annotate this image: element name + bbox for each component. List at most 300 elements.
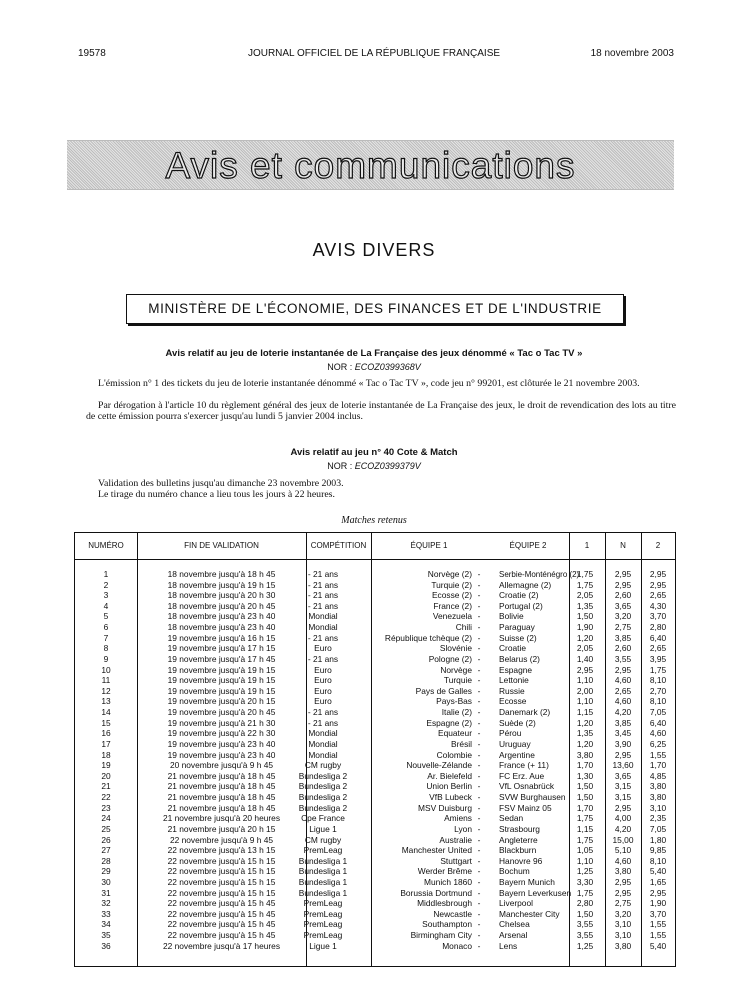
table-row — [75, 708, 675, 718]
header-cote-1: 1 — [584, 541, 590, 550]
match-number: 1 — [103, 569, 109, 579]
team-2: Blackburn — [499, 845, 537, 856]
validation-end: 19 novembre jusqu'à 19 h 15 — [167, 675, 276, 686]
competition: Euro — [314, 664, 332, 675]
competition: Bundesliga 1 — [298, 866, 348, 877]
team-separator: - — [477, 908, 481, 919]
journal-title: JOURNAL OFFICIEL DE LA RÉPUBLIQUE FRANÇAISE — [247, 48, 501, 59]
odds-1: 1,25 — [576, 940, 594, 951]
team-1: Ecosse (2) — [431, 590, 472, 601]
validation-end: 22 novembre jusqu'à 15 h 15 — [167, 887, 276, 898]
match-number: 28 — [101, 855, 111, 866]
table-row — [75, 910, 675, 920]
team-2: Bolivie — [499, 611, 524, 622]
team-separator: - — [477, 834, 481, 845]
table-row — [75, 602, 675, 612]
team-separator: - — [477, 632, 481, 643]
odds-1: 1,40 — [576, 653, 594, 664]
team-separator: - — [477, 685, 481, 696]
notice2-nor-code: ECOZ0399379V — [354, 461, 421, 471]
odds-1: 1,10 — [576, 675, 594, 686]
validation-end: 18 novembre jusqu'à 20 h 45 — [167, 600, 276, 611]
odds-2: 3,95 — [649, 653, 667, 664]
odds-1: 1,15 — [576, 823, 594, 834]
odds-1: 1,35 — [576, 600, 594, 611]
odds-n: 3,20 — [614, 908, 632, 919]
odds-1: 2,95 — [576, 664, 594, 675]
odds-n: 15,00 — [612, 834, 634, 845]
table-row — [75, 591, 675, 601]
competition: Euro — [314, 675, 332, 686]
competition: Euro — [314, 643, 332, 654]
odds-2: 1,55 — [649, 919, 667, 930]
team-1: Chili — [455, 622, 472, 633]
odds-1: 1,50 — [576, 611, 594, 622]
odds-n: 3,90 — [614, 738, 632, 749]
odds-1: 1,05 — [576, 845, 594, 856]
odds-n: 4,60 — [614, 696, 632, 707]
match-number: 27 — [101, 845, 111, 856]
odds-2: 2,95 — [649, 887, 667, 898]
table-row — [75, 931, 675, 941]
team-separator: - — [477, 717, 481, 728]
team-2: Chelsea — [499, 919, 530, 930]
team-2: Angleterre — [499, 834, 538, 845]
odds-1: 1,75 — [576, 834, 594, 845]
team-separator: - — [477, 898, 481, 909]
table-row — [75, 676, 675, 686]
notice1-nor-code: ECOZ0399368V — [354, 362, 421, 372]
table-row — [75, 729, 675, 739]
team-1: Pays-Bas — [436, 696, 472, 707]
team-2: Allemagne (2) — [499, 579, 552, 590]
validation-end: 19 novembre jusqu'à 22 h 30 — [167, 728, 276, 739]
odds-n: 3,85 — [614, 717, 632, 728]
team-1: Australie — [439, 834, 472, 845]
team-1: Equateur — [438, 728, 472, 739]
odds-2: 9,85 — [649, 845, 667, 856]
validation-end: 22 novembre jusqu'à 15 h 15 — [167, 855, 276, 866]
team-separator: - — [477, 792, 481, 803]
section-title: Avis et communications — [165, 145, 576, 186]
odds-n: 3,20 — [614, 611, 632, 622]
team-1: Norvège — [440, 664, 472, 675]
odds-n: 2,95 — [614, 664, 632, 675]
validation-end: 21 novembre jusqu'à 20 h 15 — [167, 823, 276, 834]
validation-end: 19 novembre jusqu'à 23 h 40 — [167, 749, 276, 760]
team-1: Colombie — [436, 749, 472, 760]
odds-1: 2,00 — [576, 685, 594, 696]
odds-n: 4,60 — [614, 855, 632, 866]
odds-2: 2,65 — [649, 590, 667, 601]
team-separator: - — [477, 866, 481, 877]
team-2: Bayern Munich — [499, 876, 555, 887]
match-number: 31 — [101, 887, 111, 898]
odds-1: 3,80 — [576, 749, 594, 760]
competition: PremLeag — [303, 919, 343, 930]
odds-2: 1,65 — [649, 876, 667, 887]
page-number: 19578 — [78, 48, 106, 59]
team-separator: - — [477, 653, 481, 664]
odds-1: 1,15 — [576, 707, 594, 718]
match-number: 35 — [101, 930, 111, 941]
notice2-nor — [0, 461, 748, 471]
team-separator: - — [477, 622, 481, 633]
validation-end: 18 novembre jusqu'à 23 h 40 — [167, 611, 276, 622]
team-separator: - — [477, 823, 481, 834]
table-row — [75, 804, 675, 814]
team-separator: - — [477, 760, 481, 771]
odds-2: 7,05 — [649, 823, 667, 834]
header-fin-validation: FIN DE VALIDATION — [184, 541, 259, 550]
validation-end: 21 novembre jusqu'à 20 heures — [162, 813, 281, 824]
odds-2: 6,40 — [649, 632, 667, 643]
match-number: 14 — [101, 707, 111, 718]
competition: CM rugby — [304, 760, 342, 771]
validation-end: 19 novembre jusqu'à 23 h 40 — [167, 738, 276, 749]
odds-1: 1,35 — [576, 728, 594, 739]
team-separator: - — [477, 590, 481, 601]
notice1-nor — [0, 362, 748, 372]
team-2: FSV Mainz 05 — [499, 802, 552, 813]
validation-end: 18 novembre jusqu'à 20 h 30 — [167, 590, 276, 601]
team-1: MSV Duisburg — [418, 802, 472, 813]
competition: Euro — [314, 685, 332, 696]
team-2: Serbie-Monténégro (2) — [499, 569, 580, 579]
team-separator: - — [477, 643, 481, 654]
page-header — [0, 48, 748, 62]
competition: Bundesliga 1 — [298, 855, 348, 866]
team-separator: - — [477, 600, 481, 611]
team-2: Suisse (2) — [499, 632, 537, 643]
table-row — [75, 623, 675, 633]
validation-end: 18 novembre jusqu'à 23 h 40 — [167, 622, 276, 633]
table-row — [75, 814, 675, 824]
odds-n: 4,20 — [614, 823, 632, 834]
validation-end: 21 novembre jusqu'à 18 h 45 — [167, 802, 276, 813]
validation-end: 22 novembre jusqu'à 9 h 45 — [169, 834, 274, 845]
validation-end: 22 novembre jusqu'à 15 h 45 — [167, 919, 276, 930]
competition: Mondial — [308, 622, 338, 633]
team-1: Nouvelle-Zélande — [406, 760, 472, 771]
team-2: Lettonie — [499, 675, 529, 686]
team-1: Birmingham City — [410, 930, 472, 941]
odds-2: 8,10 — [649, 675, 667, 686]
odds-2: 1,70 — [649, 760, 667, 771]
notice2-paragraph1: Validation des bulletins jusqu'au dimanche 23 novembre 2003. — [98, 478, 344, 489]
odds-1: 2,05 — [576, 643, 594, 654]
team-1: Pays de Galles — [415, 685, 472, 696]
team-2: Argentine — [499, 749, 535, 760]
header-rule — [75, 559, 675, 560]
team-separator: - — [477, 664, 481, 675]
notice2-paragraph2: Le tirage du numéro chance a lieu tous les jours à 22 heures. — [98, 489, 335, 500]
team-separator: - — [477, 845, 481, 856]
competition: Bundesliga 2 — [298, 792, 348, 803]
match-number: 12 — [101, 685, 111, 696]
odds-n: 2,95 — [614, 802, 632, 813]
team-2: VfL Osnabrück — [499, 781, 555, 792]
odds-2: 8,10 — [649, 696, 667, 707]
odds-n: 3,85 — [614, 632, 632, 643]
team-2: Manchester City — [499, 908, 560, 919]
notice1-nor-label: NOR : — [327, 362, 353, 372]
validation-end: 18 novembre jusqu'à 18 h 45 — [167, 569, 276, 579]
competition: Bundesliga 2 — [298, 770, 348, 781]
odds-2: 6,40 — [649, 717, 667, 728]
odds-n: 4,00 — [614, 813, 632, 824]
validation-end: 19 novembre jusqu'à 20 h 45 — [167, 707, 276, 718]
team-1: Turquie — [443, 675, 472, 686]
team-2: Danemark (2) — [499, 707, 551, 718]
team-separator: - — [477, 749, 481, 760]
team-1: Lyon — [454, 823, 472, 834]
odds-n: 3,80 — [614, 866, 632, 877]
competition: PremLeag — [303, 845, 343, 856]
team-1: France (2) — [433, 600, 472, 611]
ministry-box — [126, 294, 624, 324]
notice1-paragraph1: L'émission n° 1 des tickets du jeu de loterie instantanée dénommé « Tac o Tac TV », code jeu n° 99201, est clôturée le 21 novembre 2003. — [98, 378, 640, 389]
odds-2: 7,05 — [649, 707, 667, 718]
odds-1: 1,70 — [576, 802, 594, 813]
odds-1: 3,55 — [576, 919, 594, 930]
team-2: Belarus (2) — [499, 653, 540, 664]
match-number: 33 — [101, 908, 111, 919]
competition: Bundesliga 1 — [298, 876, 348, 887]
match-number: 6 — [103, 622, 109, 633]
competition: Mondial — [308, 738, 338, 749]
team-2: Croatie — [499, 643, 526, 654]
table-row — [75, 878, 675, 888]
match-number: 24 — [101, 813, 111, 824]
team-2: Bayern Leverkusen — [499, 887, 572, 898]
notice1-title: Avis relatif au jeu de loterie instantanée de La Française des jeux dénommé « Tac o Tac TV » — [165, 348, 583, 359]
header-cote-n: N — [620, 541, 626, 550]
table-row — [75, 740, 675, 750]
odds-n: 3,15 — [614, 792, 632, 803]
competition: - 21 ans — [307, 579, 339, 590]
odds-n: 2,60 — [614, 643, 632, 654]
team-separator: - — [477, 876, 481, 887]
match-number: 25 — [101, 823, 111, 834]
odds-n: 3,15 — [614, 781, 632, 792]
table-row — [75, 581, 675, 591]
table-caption: Matches retenus — [341, 515, 407, 526]
odds-n: 3,10 — [614, 930, 632, 941]
odds-n: 2,65 — [614, 685, 632, 696]
subsection-title: AVIS DIVERS — [312, 240, 436, 260]
match-number: 8 — [103, 643, 109, 654]
match-number: 19 — [101, 760, 111, 771]
team-1: Brésil — [451, 738, 472, 749]
odds-2: 2,35 — [649, 813, 667, 824]
odds-n: 2,95 — [614, 876, 632, 887]
validation-end: 22 novembre jusqu'à 15 h 45 — [167, 930, 276, 941]
competition: Bundesliga 2 — [298, 781, 348, 792]
odds-n: 3,10 — [614, 919, 632, 930]
team-2: FC Erz. Aue — [499, 770, 545, 781]
odds-1: 1,90 — [576, 622, 594, 633]
table-row — [75, 867, 675, 877]
match-number: 30 — [101, 876, 111, 887]
odds-1: 1,25 — [576, 866, 594, 877]
team-2: France (+ 11) — [499, 760, 549, 771]
odds-n: 3,80 — [614, 940, 632, 951]
validation-end: 18 novembre jusqu'à 19 h 15 — [167, 579, 276, 590]
table-row — [75, 655, 675, 665]
odds-n: 4,20 — [614, 707, 632, 718]
validation-end: 22 novembre jusqu'à 15 h 45 — [167, 898, 276, 909]
team-separator: - — [477, 919, 481, 930]
team-1: VfB Lubeck — [429, 792, 472, 803]
table-row — [75, 719, 675, 729]
odds-n: 13,60 — [612, 760, 634, 771]
section-banner — [67, 140, 674, 190]
competition: Ligue 1 — [309, 823, 337, 834]
team-separator: - — [477, 569, 481, 579]
table-row — [75, 761, 675, 771]
team-2: Arsenal — [499, 930, 528, 941]
odds-n: 3,45 — [614, 728, 632, 739]
odds-2: 1,80 — [649, 834, 667, 845]
team-separator: - — [477, 940, 481, 951]
ministry-name: MINISTÈRE DE L'ÉCONOMIE, DES FINANCES ET DE L'INDUSTRIE — [148, 301, 602, 316]
table-row — [75, 751, 675, 761]
validation-end: 22 novembre jusqu'à 13 h 15 — [167, 845, 276, 856]
team-1: Southampton — [422, 919, 472, 930]
competition: - 21 ans — [307, 569, 339, 579]
match-number: 22 — [101, 792, 111, 803]
team-1: Pologne (2) — [428, 653, 472, 664]
validation-end: 22 novembre jusqu'à 15 h 15 — [167, 866, 276, 877]
validation-end: 19 novembre jusqu'à 19 h 15 — [167, 664, 276, 675]
odds-2: 3,80 — [649, 792, 667, 803]
team-2: SVW Burghausen — [499, 792, 566, 803]
notice2-title: Avis relatif au jeu n° 40 Cote & Match — [290, 447, 458, 458]
competition: Mondial — [308, 728, 338, 739]
odds-1: 1,10 — [576, 696, 594, 707]
odds-1: 1,75 — [576, 579, 594, 590]
validation-end: 22 novembre jusqu'à 15 h 45 — [167, 908, 276, 919]
team-separator: - — [477, 887, 481, 898]
match-number: 26 — [101, 834, 111, 845]
odds-1: 3,55 — [576, 930, 594, 941]
match-number: 10 — [101, 664, 111, 675]
team-separator: - — [477, 930, 481, 941]
team-separator: - — [477, 696, 481, 707]
team-2: Paraguay — [499, 622, 535, 633]
header-cote-2: 2 — [655, 541, 661, 550]
odds-1: 1,70 — [576, 760, 594, 771]
table-row — [75, 857, 675, 867]
validation-end: 21 novembre jusqu'à 18 h 45 — [167, 770, 276, 781]
team-1: Monaco — [442, 940, 472, 951]
competition: PremLeag — [303, 930, 343, 941]
competition: Ligue 1 — [309, 940, 337, 951]
table-row — [75, 644, 675, 654]
validation-end: 21 novembre jusqu'à 18 h 45 — [167, 781, 276, 792]
odds-n: 2,75 — [614, 622, 632, 633]
competition: - 21 ans — [307, 600, 339, 611]
validation-end: 20 novembre jusqu'à 9 h 45 — [169, 760, 274, 771]
match-number: 23 — [101, 802, 111, 813]
competition: - 21 ans — [307, 590, 339, 601]
team-2: Hanovre 96 — [499, 855, 543, 866]
table-row — [75, 634, 675, 644]
odds-2: 8,10 — [649, 855, 667, 866]
team-1: Middlesbrough — [417, 898, 472, 909]
team-2: Bochum — [499, 866, 530, 877]
header-numero: NUMÉRO — [88, 541, 124, 550]
odds-n: 2,75 — [614, 898, 632, 909]
odds-2: 5,40 — [649, 866, 667, 877]
team-1: Ar. Bielefeld — [427, 770, 472, 781]
odds-n: 3,65 — [614, 600, 632, 611]
team-1: Werder Brême — [417, 866, 472, 877]
odds-1: 1,20 — [576, 717, 594, 728]
team-separator: - — [477, 728, 481, 739]
header-equipe2: ÉQUIPE 2 — [509, 541, 547, 550]
odds-1: 1,20 — [576, 738, 594, 749]
table-row — [75, 889, 675, 899]
notice1-paragraph2: Par dérogation à l'article 10 du règlement général des jeux de loterie instantanée de La Française des jeux, le droit de revendication des lots au titre de cette émission pourra s'exercer jusqu'au lundi 5 janvier 2004 inclus. — [86, 400, 676, 422]
competition: PremLeag — [303, 908, 343, 919]
team-1: Slovénie — [439, 643, 472, 654]
odds-n: 2,95 — [614, 569, 632, 579]
team-separator: - — [477, 707, 481, 718]
team-1: Amiens — [444, 813, 472, 824]
table-row — [75, 612, 675, 622]
team-separator: - — [477, 855, 481, 866]
validation-end: 19 novembre jusqu'à 21 h 30 — [167, 717, 276, 728]
odds-2: 4,60 — [649, 728, 667, 739]
validation-end: 19 novembre jusqu'à 19 h 15 — [167, 685, 276, 696]
match-number: 9 — [103, 653, 109, 664]
team-separator: - — [477, 770, 481, 781]
odds-1: 1,50 — [576, 781, 594, 792]
match-number: 20 — [101, 770, 111, 781]
validation-end: 21 novembre jusqu'à 18 h 45 — [167, 792, 276, 803]
odds-1: 2,80 — [576, 898, 594, 909]
competition: Euro — [314, 696, 332, 707]
team-separator: - — [477, 781, 481, 792]
validation-end: 19 novembre jusqu'à 20 h 15 — [167, 696, 276, 707]
table-row — [75, 825, 675, 835]
odds-2: 3,80 — [649, 781, 667, 792]
team-1: Newcastle — [433, 908, 472, 919]
team-2: Russie — [499, 685, 525, 696]
odds-1: 3,30 — [576, 876, 594, 887]
odds-2: 3,70 — [649, 611, 667, 622]
odds-2: 2,65 — [649, 643, 667, 654]
odds-n: 3,65 — [614, 770, 632, 781]
team-2: Uruguay — [499, 738, 531, 749]
match-number: 17 — [101, 738, 111, 749]
team-separator: - — [477, 675, 481, 686]
competition: - 21 ans — [307, 717, 339, 728]
odds-n: 2,60 — [614, 590, 632, 601]
table-row — [75, 666, 675, 676]
team-2: Strasbourg — [499, 823, 540, 834]
match-number: 11 — [101, 675, 111, 686]
team-1: Union Berlin — [426, 781, 472, 792]
validation-end: 22 novembre jusqu'à 15 h 15 — [167, 876, 276, 887]
match-number: 16 — [101, 728, 111, 739]
table-row — [75, 782, 675, 792]
team-1: République tchèque (2) — [384, 632, 472, 643]
publication-date: 18 novembre 2003 — [590, 48, 674, 59]
team-2: Portugal (2) — [499, 600, 543, 611]
